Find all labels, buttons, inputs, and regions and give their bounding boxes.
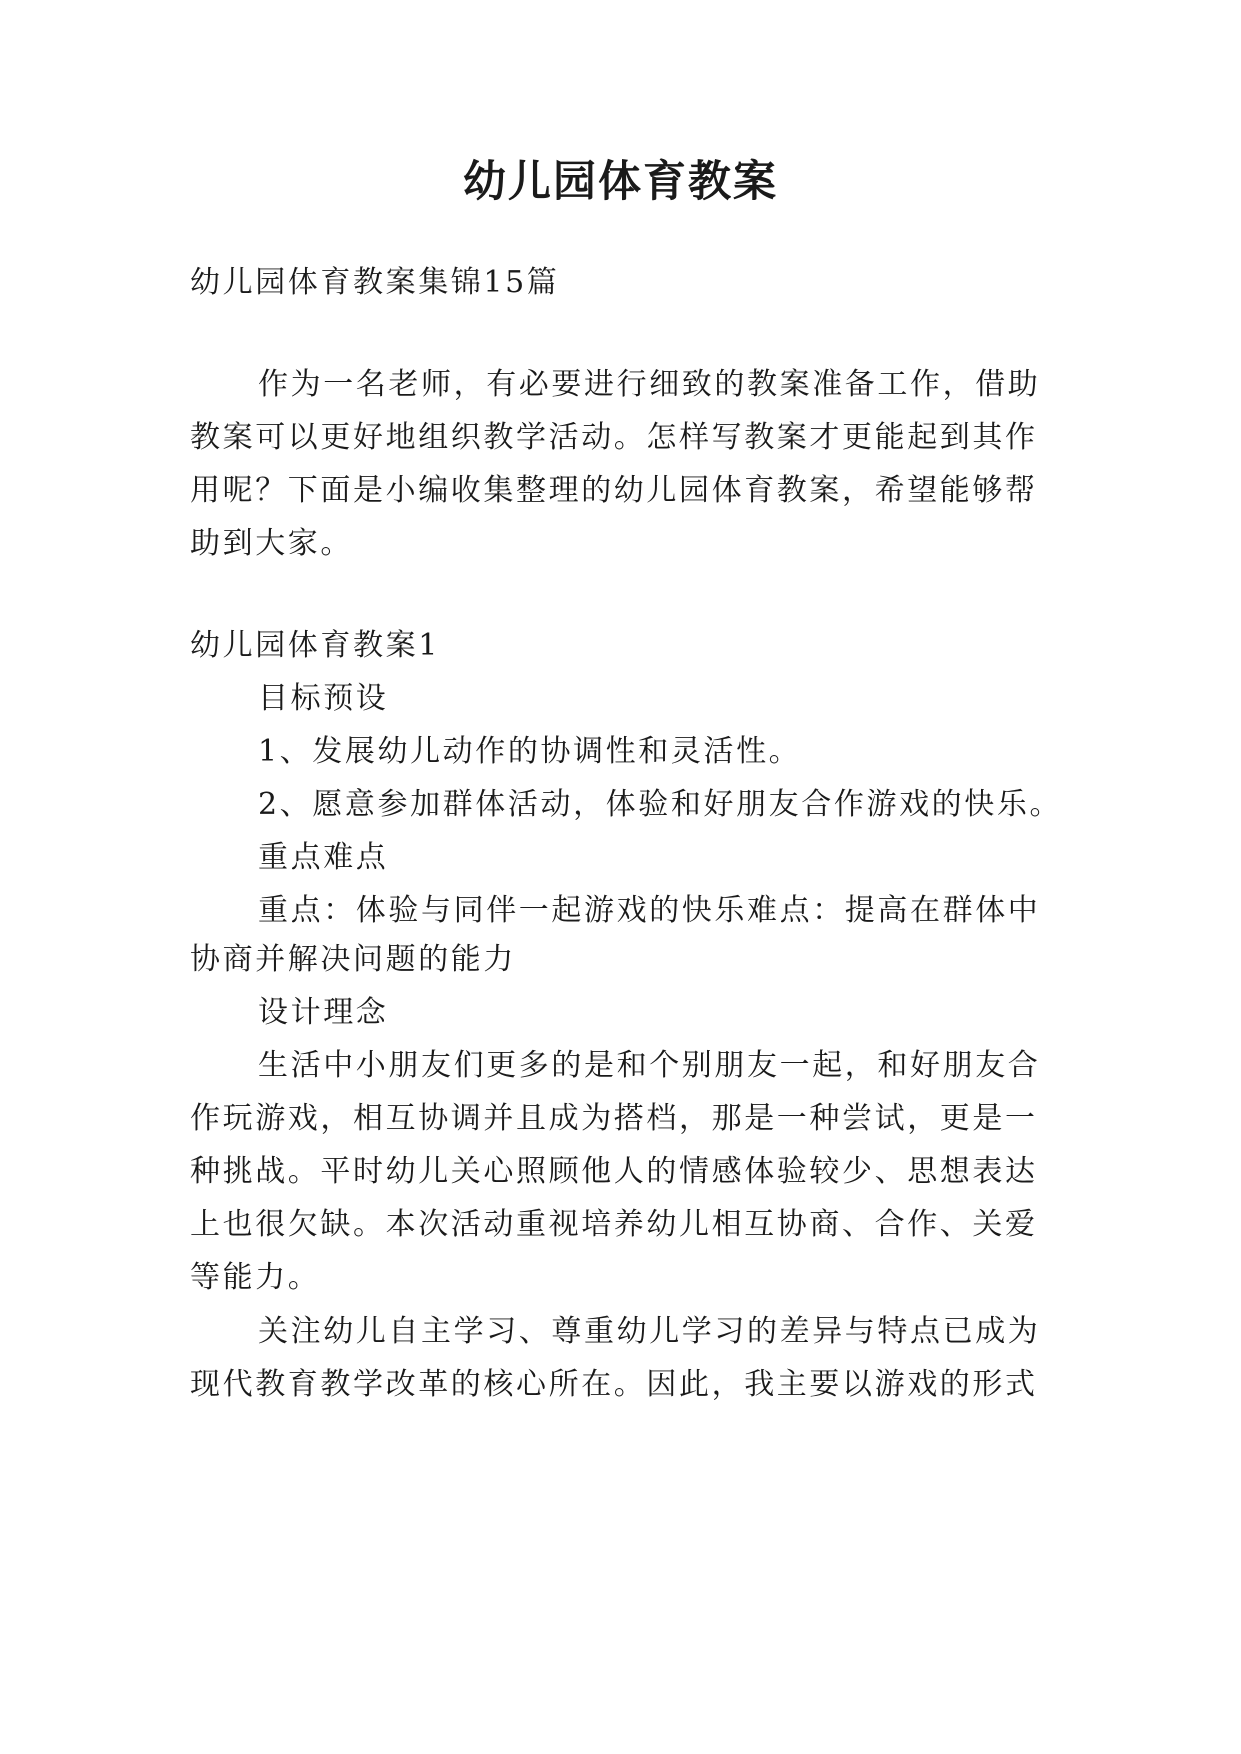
intro-line: 作为一名老师，有必要进行细致的教案准备工作，借助	[258, 367, 1041, 402]
concept-paragraph-line: 关注幼儿自主学习、尊重幼儿学习的差异与特点已成为	[258, 1314, 1041, 1349]
section-heading: 幼儿园体育教案1	[190, 628, 440, 663]
concept-paragraph-line: 作玩游戏，相互协调并且成为搭档，那是一种尝试，更是一	[190, 1101, 1038, 1136]
concept-paragraph-line: 种挑战。平时幼儿关心照顾他人的情感体验较少、思想表达	[190, 1154, 1038, 1189]
key-heading: 重点难点	[258, 840, 389, 875]
key-text-line: 协商并解决问题的能力	[190, 942, 516, 977]
concept-paragraph-line: 上也很欠缺。本次活动重视培养幼儿相互协商、合作、关爱	[190, 1207, 1038, 1242]
concept-paragraph-line: 生活中小朋友们更多的是和个别朋友一起，和好朋友合	[258, 1048, 1041, 1083]
concept-paragraph-line: 等能力。	[190, 1260, 321, 1295]
intro-line: 助到大家。	[190, 526, 353, 561]
goal-heading: 目标预设	[258, 681, 389, 716]
concept-paragraph-line: 现代教育教学改革的核心所在。因此，我主要以游戏的形式	[190, 1367, 1038, 1402]
intro-line: 教案可以更好地组织教学活动。怎样写教案才更能起到其作	[190, 420, 1038, 455]
document-subtitle: 幼儿园体育教案集锦15篇	[190, 265, 560, 300]
intro-line: 用呢？下面是小编收集整理的幼儿园体育教案，希望能够帮	[190, 473, 1038, 508]
concept-heading: 设计理念	[258, 995, 389, 1030]
document-title: 幼儿园体育教案	[463, 157, 778, 207]
goal-item: 2、愿意参加群体活动，体验和好朋友合作游戏的快乐。	[258, 787, 1063, 822]
goal-item: 1、发展幼儿动作的协调性和灵活性。	[258, 734, 802, 769]
key-text-line: 重点：体验与同伴一起游戏的快乐难点：提高在群体中	[258, 893, 1041, 928]
